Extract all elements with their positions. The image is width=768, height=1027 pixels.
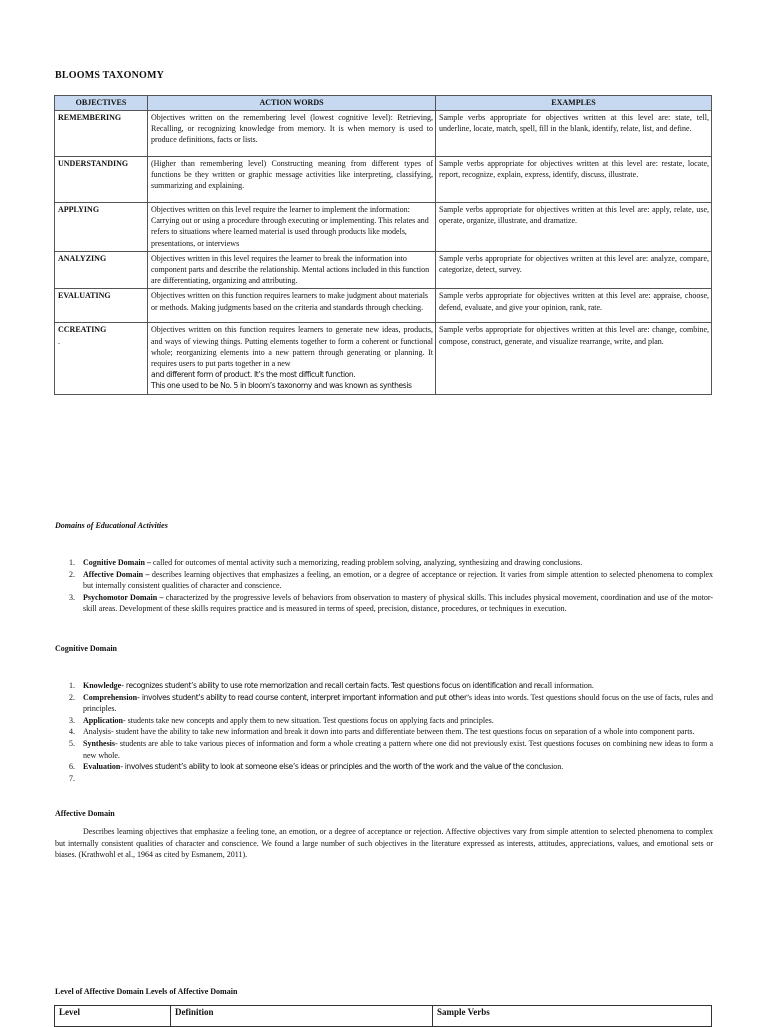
column-header-definition: Definition [171,1006,433,1027]
list-item: 3. Application- students take new concepts and apply them to new situation. Test questions focus on applying facts and principles. [69,715,494,725]
column-header-examples: EXAMPLES [436,96,712,111]
examples-cell: Sample verbs appropriate for objectives written at this level are: appraise, choose, defend, evaluate, and give your opinion, rank, rate. [436,289,712,323]
list-item: 6. Evaluation- involves student’s ability to look at someone else’s ideas or principles and the worth of the work and the value of the conclusion. [69,762,564,772]
affective-paragraph: Describes learning objectives that emphasize a feeling tone, an emotion, or a degree of acceptance or rejection. Affective objectives vary from simple attention to selected phenomena to complex but internally consistent qualities of character and conscience. We found a large number of such objectives in the literature expressed as interests, attitudes, appreciations, values, and emotional sets or biases. (Krathwohl et al., 1964 as cited by Esmanem, 2011). [55,827,713,860]
examples-cell: Sample verbs appropriate for objectives written at this level are: restate, locate, report, recognize, explain, express, identify, discuss, illustrate. [436,157,712,203]
list-item: 3. Psychomotor Domain – characterized by the progressive levels of behaviors from observation to mastery of physical skills. This includes physical movement, coordination and use of the motor-skill areas. Development of these skills requires practice and is measured in terms of speed, precision, distance, procedures, or techniques in execution. [69,592,713,614]
level-cell: UNDERSTANDING [55,157,148,203]
domain-term: Affective Domain – [83,569,150,579]
table-row [55,323,712,394]
column-header-level: Level [55,1006,171,1027]
action-handwritten-line-2: This one used to be No. 5 in bloom’s taxonomy and was known as synthesis [151,381,412,391]
list-item: 5. Synthesis- students are able to take various pieces of information and form a whole creating a pattern where one did not previously exist. Test questions focuses on combining new ideas to form a new whole. [69,738,713,760]
action-handwritten-line-1: and different form of product. It’s the most difficult function. [151,370,356,380]
table-row [55,157,712,203]
examples-cell: Sample verbs appropriate for objectives written at this level are: change, combine, compose, construct, generate, and visualize rearrange, write, and plan. [436,323,712,394]
domain-term: Psychomotor Domain – [83,592,164,602]
domains-list [55,557,713,615]
level-cell: ANALYZING [55,251,148,289]
action-words-cell: Objectives written on this function requires learners to make judgment about materials or methods. Making judgments based on the criteria and standards through checking. [148,289,436,323]
domains-heading: Domains of Educational Activities [55,521,168,530]
level-note: . [58,336,60,346]
action-words-cell: (Higher than remembering level) Constructing meaning from different types of functions be they written or graphic message activities like interpreting, classifying, summarizing and explaining. [148,157,436,203]
table-row [55,289,712,323]
table-row [55,251,712,289]
column-header-action-words: ACTION WORDS [148,96,436,111]
list-item: 1. Cognitive Domain – called for outcomes of mental activity such a memorizing, reading problem solving, analyzing, synthesizing and drawing conclusions. [69,558,583,567]
cognitive-heading: Cognitive Domain [55,644,117,653]
cognitive-list [55,680,713,784]
level-label: CCREATING [58,325,107,335]
affective-levels-heading: Level of Affective Domain Levels of Affective Domain [55,987,238,996]
table-header-row [55,1006,712,1027]
examples-cell: Sample verbs appropriate for objectives written at this level are: apply, relate, use, operate, organize, illustrate, and dramatize. [436,203,712,252]
list-item: 1. Knowledge- recognizes student’s ability to use rote memorization and recall certain facts. Test questions focus on identification and recall information. [69,681,594,690]
list-item: 2. Affective Domain – describes learning objectives that emphasizes a feeling, an emotion, or a degree of acceptance or rejection. It varies from simple attention to selected phenomena to complex but internally consistent qualities of character and conscience. [69,569,713,591]
table-header-row [55,96,712,111]
list-item: 4. Analysis- student have the ability to take new information and break it down into parts and differentiate between them. The test questions focus on separation of a whole into component parts. [69,727,695,737]
list-item: 7. [69,773,75,783]
level-cell: APPLYING [55,203,148,252]
action-words-cell [148,323,436,394]
action-words-cell: Objectives written on the remembering level (lowest cognitive level): Retrieving, Recalling, or recognizing knowledge from memory. It is when memory is used to produce definitions, facts or lists. [148,111,436,157]
column-header-sample-verbs: Sample Verbs [433,1006,712,1027]
level-cell: REMEMBERING [55,111,148,157]
action-words-cell: Objectives written on this level require the learner to implement the information: Carrying out or using a procedure through executing or implementing. This relates and refers to situations where learned material is used through products like models, presentations, or interviews [148,203,436,252]
column-header-objectives: OBJECTIVES [55,96,148,111]
action-text: Objectives written on this function requires learners to generate new ideas, products, and ways of viewing things. Putting elements together to form a coherent or functional whole; reorganizing elements into a new pattern through generating or planning. It requires users to put parts together in a new [151,325,433,369]
blooms-taxonomy-table [54,95,712,395]
level-cell [55,323,148,394]
list-item: 2. Comprehension- involves student’s ability to read course content, interpret important information and put other’s ideas into words. Test questions should focus on the use of facts, rules and principles. [69,692,714,714]
examples-cell: Sample verbs appropriate for objectives written at this level are: analyze, compare, categorize, detect, survey. [436,251,712,289]
table-row [55,111,712,157]
action-words-cell: Objectives written in this level requires the learner to break the information into component parts and describe the relationship. Mental actions included in this function are differentiating, organizing and attributing. [148,251,436,289]
table-row [55,203,712,252]
level-cell: EVALUATING [55,289,148,323]
page-title: BLOOMS TAXONOMY [55,70,165,81]
affective-heading: Affective Domain [55,809,115,818]
examples-cell: Sample verbs appropriate for objectives written at this level are: state, tell, underline, locate, match, spell, fill in the blank, identify, relate, list, and define. [436,111,712,157]
domain-term: Cognitive Domain – [83,558,151,567]
